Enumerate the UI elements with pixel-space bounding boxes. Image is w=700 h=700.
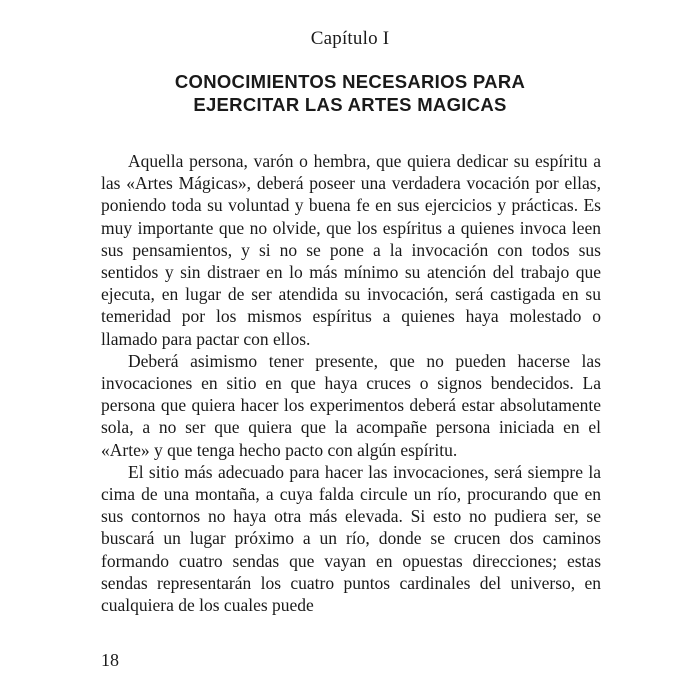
chapter-title-line-1: CONOCIMIENTOS NECESARIOS PARA (174, 71, 526, 92)
chapter-title-line-2: EJERCITAR LAS ARTES MAGICAS (193, 94, 507, 115)
paragraph-1: Aquella persona, varón o hembra, que quiera dedicar su espíritu a las «Artes Mágicas», deberá poseer una verdadera vocación por ellas, poniendo toda su voluntad y buena fe en sus ejercicios y prácticas. Es muy importante que no olvide, que los espíritus a quienes invoca leen sus pensamientos, y si no se pone a la invocación con todos sus sentidos y sin distraer en lo más mínimo su atención del trabajo que ejecuta, en lugar de ser atendida su invocación, será castigada en su temeridad por los mismos espíritus a quienes haya molestado o llamado para pactar con ellos. (101, 151, 601, 349)
page-number: 18 (101, 650, 119, 670)
paragraph-2: Deberá asimismo tener presente, que no pueden hacerse las invocaciones en sitio en que haya cruces o signos bendecidos. La persona que quiera hacer los experimentos deberá estar absolutamente sola, a no ser que quiera que la acompañe persona iniciada en el «Arte» y que tenga hecho pacto con algún espíritu. (101, 350, 601, 460)
paragraph-3: El sitio más adecuado para hacer las invocaciones, será siempre la cima de una montaña, a cuya falda circule un río, procurando que en sus contornos no haya otra más elevada. Si esto no pudiera ser, se buscará un lugar próximo a un río, donde se crucen dos caminos formando cuatro sendas que vayan en opuestas direcciones; estas sendas representarán los cuatro puntos cardinales del universo, en cualquiera de los cuales puede (101, 461, 601, 616)
chapter-heading: Capítulo I (310, 28, 390, 49)
chapter-title (0, 70, 700, 116)
body-text (101, 150, 601, 616)
